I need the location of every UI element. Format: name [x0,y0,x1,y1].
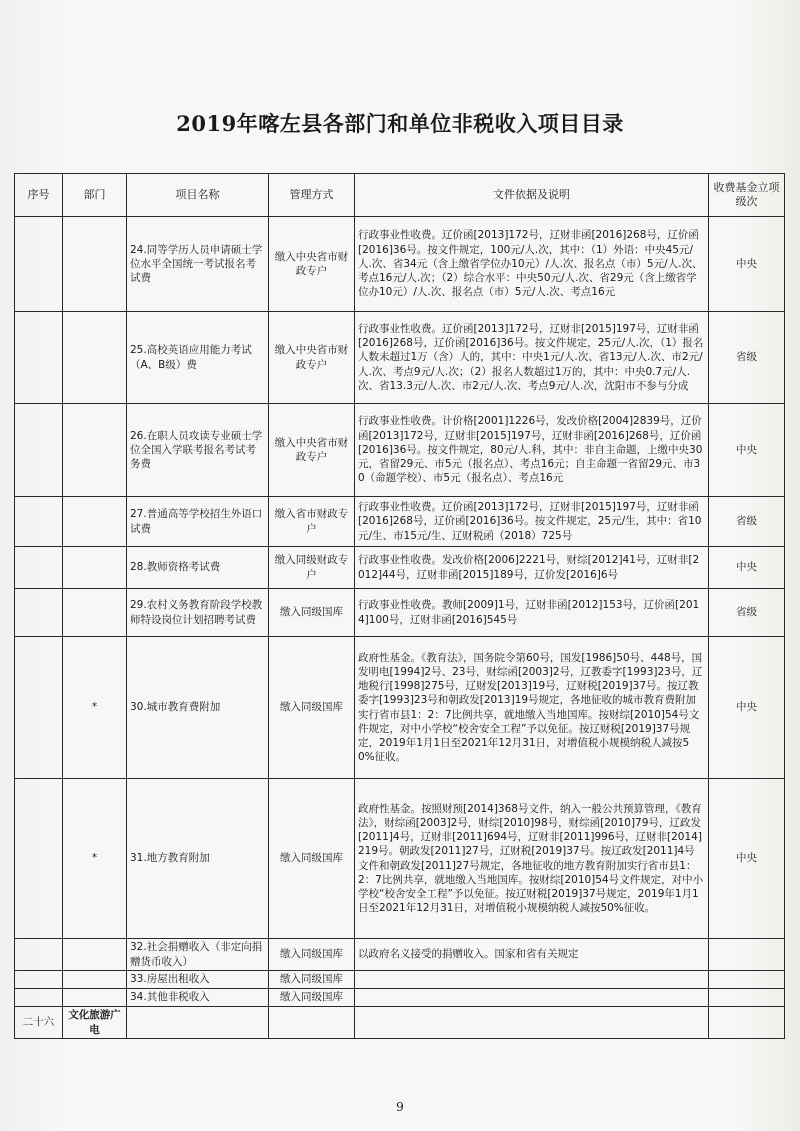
cell-mgmt: 缴入中央省市财政专户 [269,404,355,497]
document-title: 2019年喀左县各部门和单位非税收入项目目录 [176,111,624,136]
cell-basis: 以政府名义接受的捐赠收入。国家和省有关规定 [355,939,709,971]
table-row [15,989,785,1007]
cell-mgmt: 缴入中央省市财政专户 [269,312,355,404]
table-row [15,497,785,547]
table-row [15,217,785,312]
table-row [15,1007,785,1039]
cell-dept [63,971,127,989]
cell-basis [355,989,709,1007]
cell-mgmt [269,1007,355,1039]
cell-dept [63,404,127,497]
cell-basis: 行政事业性收费。辽价函[2013]172号，辽财非[2015]197号，辽财非函[2016]268号，辽价函[2016]36号。按文件规定，25元/生，其中：省10元/生、市15元/生、辽财税函（2018）725号 [355,497,709,547]
header-dept: 部门 [63,174,127,217]
cell-level: 省级 [709,312,785,404]
cell-level [709,1007,785,1039]
cell-dept [63,312,127,404]
header-seq: 序号 [15,174,63,217]
cell-level: 中央 [709,404,785,497]
cell-seq [15,404,63,497]
page-number: 9 [396,1100,404,1114]
cell-basis: 政府性基金。《教育法》，国务院令第60号，国发[1986]50号、448号，国发明电[1994]2号、23号，财综函[2003]2号，辽教委字[1993]23号，辽地税行[1998]275号，辽财发[2013]19号，辽财税[2019]37号。按辽教委字[1993]23号和朝政发[2013]19号规定，各地征收的城市教育费附加实行省市县1：2：7比例共享，就地缴入当地国库。按财综[2010]54号文件规定，对中小学校“校舍安全工程”予以免征。按辽财税[2019]37号规定，2019年1月1日至2021年12月31日，对增值税小规模纳税人减按50%征收。 [355,637,709,779]
cell-dept [63,547,127,589]
cell-seq [15,989,63,1007]
cell-level: 中央 [709,637,785,779]
cell-item: 34.其他非税收入 [127,989,269,1007]
cell-level: 省级 [709,589,785,637]
cell-level [709,971,785,989]
header-level: 收费基金立项级次 [709,174,785,217]
cell-mgmt: 缴入同级国库 [269,971,355,989]
table-row [15,971,785,989]
cell-item: 31.地方教育附加 [127,779,269,939]
cell-item: 29.农村义务教育阶段学校教师特设岗位计划招聘考试费 [127,589,269,637]
cell-dept [63,497,127,547]
cell-item: 28.教师资格考试费 [127,547,269,589]
cell-dept [63,589,127,637]
cell-mgmt: 缴入同级国库 [269,589,355,637]
cell-item: 30.城市教育费附加 [127,637,269,779]
table-row [15,637,785,779]
cell-level: 中央 [709,217,785,312]
cell-seq [15,547,63,589]
cell-level [709,939,785,971]
cell-basis: 行政事业性收费。计价格[2001]1226号，发改价格[2004]2839号，辽价函[2013]172号，辽财非[2015]197号，辽财非函[2016]268号，辽价函[2016]36号。按文件规定，80元/人.科，其中：非自主命题，上缴中央30元，省留29元、市5元（报名点）、考点16元；自主命题一省留29元、市30（命题学校）、市5元（报名点）、考点16元 [355,404,709,497]
cell-basis [355,971,709,989]
cell-mgmt: 缴入同级财政专户 [269,547,355,589]
table-row [15,404,785,497]
cell-level: 中央 [709,779,785,939]
cell-seq [15,779,63,939]
header-item: 项目名称 [127,174,269,217]
cell-item [127,1007,269,1039]
cell-basis: 政府性基金。按照财预[2014]368号文件，纳入一般公共预算管理，《教育法》，财综函[2003]2号，财综[2010]98号，财综函[2010]79号，辽政发[2011]4号，辽财非[2011]694号，辽财非[2011]996号，辽财非[2014]219号。朝政发[2011]27号，辽财税[2019]37号。按辽政发[2011]4号文件和朝政发[2011]27号规定，各地征收的地方教育附加实行省市县1：2：7比例共享，就地缴入当地国库。按财综[2010]54号文件规定，对中小学校“校舍安全工程”予以免征。按辽财税[2019]37号规定，2019年1月1日至2021年12月31日，对增值税小规模纳税人减按50%征收。 [355,779,709,939]
cell-seq [15,497,63,547]
cell-basis: 行政事业性收费。辽价函[2013]172号，辽财非[2015]197号，辽财非函[2016]268号，辽价函[2016]36号。按文件规定，25元/人.次，（1）报名人数未超过1万（含）人的，其中：中央1元/人.次、省13元/人.次、市2元/人.次、考点9元/人.次；（2）报名人数超过1万的，其中：中央0.7元/人.次、省13.3元/人.次、市2元/人.次、考点9元/人.次，沈阳市不参与分成 [355,312,709,404]
table-row [15,779,785,939]
cell-dept [63,217,127,312]
cell-level: 省级 [709,497,785,547]
cell-basis: 行政事业性收费。发改价格[2006]2221号，财综[2012]41号，辽财非[2012]44号，辽财非函[2015]189号，辽价发[2016]6号 [355,547,709,589]
cell-basis: 行政事业性收费。教师[2009]1号，辽财非函[2012]153号，辽价函[2014]100号，辽财非函[2016]545号 [355,589,709,637]
header-mgmt: 管理方式 [269,174,355,217]
header-basis: 文件依据及说明 [355,174,709,217]
cell-seq: 二十六 [15,1007,63,1039]
cell-basis [355,1007,709,1039]
cell-dept: * [63,637,127,779]
cell-level [709,989,785,1007]
table-row [15,312,785,404]
cell-dept: 文化旅游广电 [63,1007,127,1039]
table-row [15,547,785,589]
cell-mgmt: 缴入同级国库 [269,779,355,939]
cell-mgmt: 缴入同级国库 [269,637,355,779]
cell-item: 24.同等学历人员申请硕士学位水平全国统一考试报名考试费 [127,217,269,312]
cell-seq [15,637,63,779]
cell-seq [15,217,63,312]
cell-dept: * [63,779,127,939]
cell-dept [63,939,127,971]
cell-dept [63,989,127,1007]
cell-item: 25.高校英语应用能力考试（A、B级）费 [127,312,269,404]
cell-mgmt: 缴入中央省市财政专户 [269,217,355,312]
cell-seq [15,939,63,971]
cell-mgmt: 缴入省市财政专户 [269,497,355,547]
fee-directory-table [14,173,785,1039]
cell-item: 26.在职人员攻读专业硕士学位全国入学联考报名考试考务费 [127,404,269,497]
cell-mgmt: 缴入同级国库 [269,989,355,1007]
cell-item: 33.房屋出租收入 [127,971,269,989]
cell-item: 32.社会捐赠收入（非定向捐赠货币收入） [127,939,269,971]
cell-seq [15,312,63,404]
cell-mgmt: 缴入同级国库 [269,939,355,971]
table-header-row [15,174,785,217]
cell-seq [15,971,63,989]
cell-seq [15,589,63,637]
table-row [15,939,785,971]
table-row [15,589,785,637]
cell-item: 27.普通高等学校招生外语口试费 [127,497,269,547]
cell-basis: 行政事业性收费。辽价函[2013]172号，辽财非函[2016]268号，辽价函[2016]36号。按文件规定，100元/人.次，其中：（1）外语：中央45元/人.次、省34元（含上缴省学位办10元）/人.次、报名点（市）5元/人.次、考点16元/人.次；（2）综合水平：中央50元/人.次、省29元（含上缴省学位办10元）/人.次、报名点（市）5元/人.次、考点16元 [355,217,709,312]
cell-level: 中央 [709,547,785,589]
